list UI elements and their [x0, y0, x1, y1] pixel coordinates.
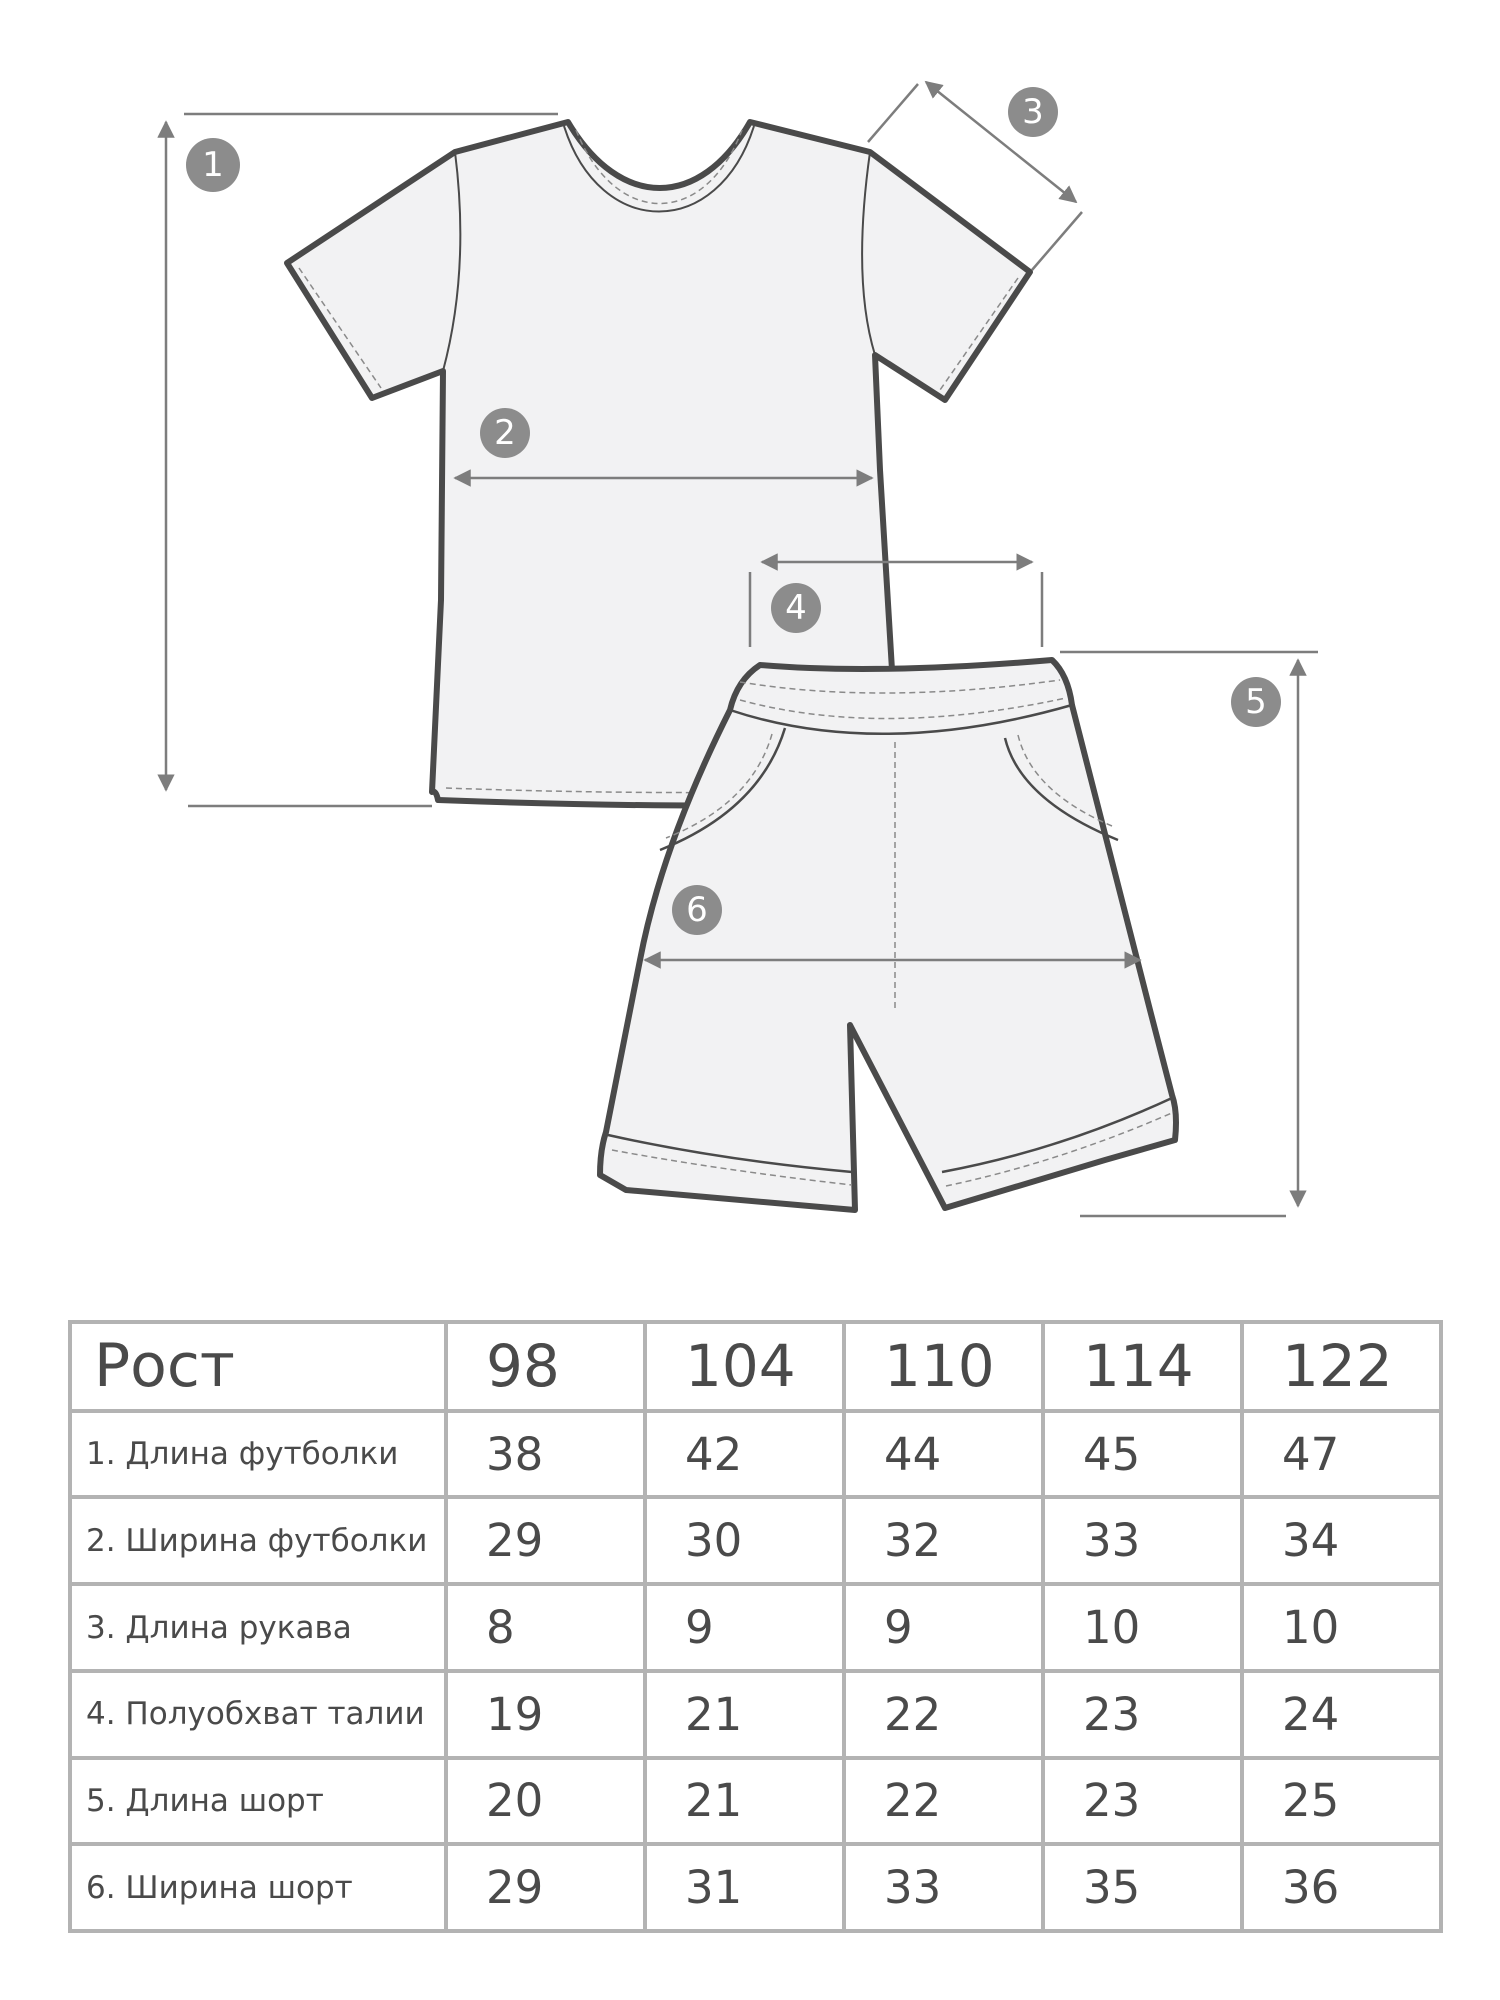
table-cell: 20	[446, 1758, 645, 1845]
badge-6	[672, 885, 722, 935]
badge-1	[186, 138, 240, 192]
table-cell: 34	[1242, 1497, 1441, 1584]
size-table	[68, 1320, 1443, 1933]
row-label: 3. Длина рукава	[70, 1584, 446, 1671]
table-cell: 35	[1043, 1844, 1242, 1931]
header-height-label: Рост	[70, 1322, 446, 1411]
header-size-104: 104	[645, 1322, 844, 1411]
table-cell: 24	[1242, 1671, 1441, 1758]
svg-text:3: 3	[1022, 92, 1044, 132]
table-cell: 33	[844, 1844, 1043, 1931]
table-cell: 33	[1043, 1497, 1242, 1584]
svg-text:2: 2	[494, 413, 516, 453]
table-row	[70, 1411, 1441, 1498]
table-cell: 22	[844, 1671, 1043, 1758]
table-cell: 47	[1242, 1411, 1441, 1498]
table-cell: 8	[446, 1584, 645, 1671]
row-label: 2. Ширина футболки	[70, 1497, 446, 1584]
badge-4	[771, 583, 821, 633]
table-cell: 25	[1242, 1758, 1441, 1845]
row-label: 5. Длина шорт	[70, 1758, 446, 1845]
table-row	[70, 1758, 1441, 1845]
table-header-row	[70, 1322, 1441, 1411]
table-cell: 9	[844, 1584, 1043, 1671]
table-cell: 32	[844, 1497, 1043, 1584]
table-cell: 19	[446, 1671, 645, 1758]
table-row	[70, 1584, 1441, 1671]
table-cell: 10	[1242, 1584, 1441, 1671]
table-cell: 42	[645, 1411, 844, 1498]
table-cell: 45	[1043, 1411, 1242, 1498]
badge-5	[1231, 677, 1281, 727]
header-size-122: 122	[1242, 1322, 1441, 1411]
table-row	[70, 1497, 1441, 1584]
table-row	[70, 1671, 1441, 1758]
header-size-110: 110	[844, 1322, 1043, 1411]
table-cell: 29	[446, 1497, 645, 1584]
table-cell: 23	[1043, 1758, 1242, 1845]
table-cell: 21	[645, 1671, 844, 1758]
table-cell: 36	[1242, 1844, 1441, 1931]
row-label: 6. Ширина шорт	[70, 1844, 446, 1931]
table-cell: 29	[446, 1844, 645, 1931]
table-cell: 10	[1043, 1584, 1242, 1671]
table-cell: 38	[446, 1411, 645, 1498]
table-cell: 9	[645, 1584, 844, 1671]
table-cell: 31	[645, 1844, 844, 1931]
header-size-98: 98	[446, 1322, 645, 1411]
badge-3	[1008, 87, 1058, 137]
row-label: 4. Полуобхват талии	[70, 1671, 446, 1758]
row-label: 1. Длина футболки	[70, 1411, 446, 1498]
badge-2	[480, 408, 530, 458]
svg-text:1: 1	[202, 145, 224, 185]
table-cell: 21	[645, 1758, 844, 1845]
svg-text:6: 6	[686, 890, 708, 930]
table-cell: 22	[844, 1758, 1043, 1845]
svg-text:5: 5	[1245, 682, 1267, 722]
table-cell: 30	[645, 1497, 844, 1584]
table-cell: 44	[844, 1411, 1043, 1498]
table-row	[70, 1844, 1441, 1931]
header-size-114: 114	[1043, 1322, 1242, 1411]
svg-text:4: 4	[785, 588, 807, 628]
table-cell: 23	[1043, 1671, 1242, 1758]
